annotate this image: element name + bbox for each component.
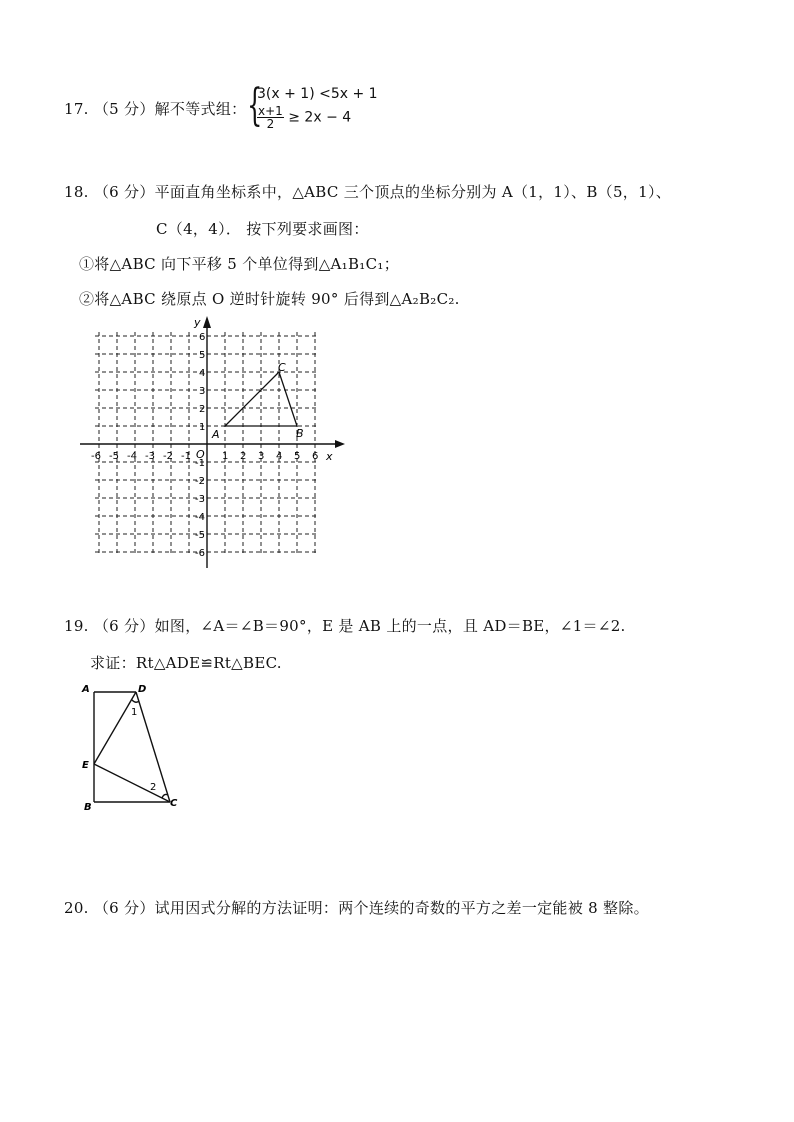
y-tick-label: -3 <box>195 494 205 505</box>
x-axis-arrow <box>335 440 345 448</box>
label-a: A <box>82 684 90 695</box>
x-tick-label: 1 <box>222 451 229 462</box>
x-tick-label: -5 <box>109 451 119 462</box>
q20-line1: 20. （6 分）试用因式分解的方法证明：两个连续的奇数的平方之差一定能被 8 整除。 <box>64 899 649 917</box>
y-tick-label: 2 <box>199 404 206 415</box>
x-tick-label: -3 <box>145 451 155 462</box>
x-tick-label: -6 <box>91 451 101 462</box>
inequality-1: 3(x + 1) <5x + 1 <box>257 86 378 102</box>
y-tick-label: -1 <box>195 458 205 469</box>
y-axis-label: y <box>194 316 201 329</box>
point-b-label: B <box>296 427 304 440</box>
label-b: B <box>84 802 92 813</box>
x-tick-label: -1 <box>181 451 191 462</box>
q19-line1: 19. （6 分）如图，∠A＝∠B＝90°，E 是 AB 上的一点，且 AD＝BE，∠1＝∠2. <box>64 617 626 635</box>
x-tick-label: 3 <box>258 451 265 462</box>
inequality-2-rhs: ≥ 2x − 4 <box>288 109 352 126</box>
coordinate-grid <box>70 310 350 575</box>
x-tick-label: 4 <box>276 451 283 462</box>
y-tick-labels <box>195 332 205 559</box>
segment-ed <box>94 692 136 764</box>
fraction-denominator: 2 <box>266 117 275 131</box>
point-a-label: A <box>212 428 220 441</box>
q18-item2: ②将△ABC 绕原点 O 逆时针旋转 90° 后得到△A₂B₂C₂. <box>79 290 460 308</box>
label-d: D <box>138 684 147 695</box>
inequality-system <box>247 80 387 134</box>
x-tick-label: 2 <box>240 451 247 462</box>
q18-line1: 18. （6 分）平面直角坐标系中，△ABC 三个顶点的坐标分别为 A（1，1）、B（5，1）、 <box>64 183 672 201</box>
y-axis-arrow <box>203 316 211 328</box>
y-tick-label: -6 <box>195 548 205 559</box>
y-tick-label: -4 <box>195 512 205 523</box>
x-tick-label: 5 <box>294 451 301 462</box>
y-tick-label: 1 <box>199 422 206 433</box>
x-tick-label: -4 <box>127 451 137 462</box>
y-tick-label: 4 <box>199 368 206 379</box>
x-tick-label: -2 <box>163 451 173 462</box>
q18-line2: C（4，4）． 按下列要求画图： <box>156 220 369 238</box>
q19-line2: 求证：Rt△ADE≌Rt△BEC. <box>90 654 282 672</box>
y-tick-label: 5 <box>199 350 206 361</box>
system-brace: { <box>247 80 263 131</box>
inequality-2 <box>257 105 351 130</box>
q17-label: 17. （5 分）解不等式组： <box>64 100 247 118</box>
x-tick-label: 6 <box>312 451 319 462</box>
y-tick-label: -5 <box>195 530 205 541</box>
segment-ec <box>94 764 170 802</box>
y-tick-label: 6 <box>199 332 206 343</box>
label-c: C <box>170 798 178 809</box>
point-c-label: C <box>278 361 286 374</box>
label-e: E <box>82 760 89 771</box>
q18-item1: ①将△ABC 向下平移 5 个单位得到△A₁B₁C₁； <box>79 255 400 273</box>
fraction-numerator: x+1 <box>258 104 283 118</box>
x-axis-label: x <box>326 450 333 463</box>
origin-label: O <box>196 448 205 461</box>
y-tick-label: -2 <box>195 476 205 487</box>
label-angle-1: 1 <box>131 707 138 718</box>
angle-2-arc <box>162 794 168 798</box>
label-angle-2: 2 <box>150 782 157 793</box>
fraction <box>257 105 284 130</box>
y-tick-label: 3 <box>199 386 206 397</box>
q19-figure <box>78 680 188 815</box>
